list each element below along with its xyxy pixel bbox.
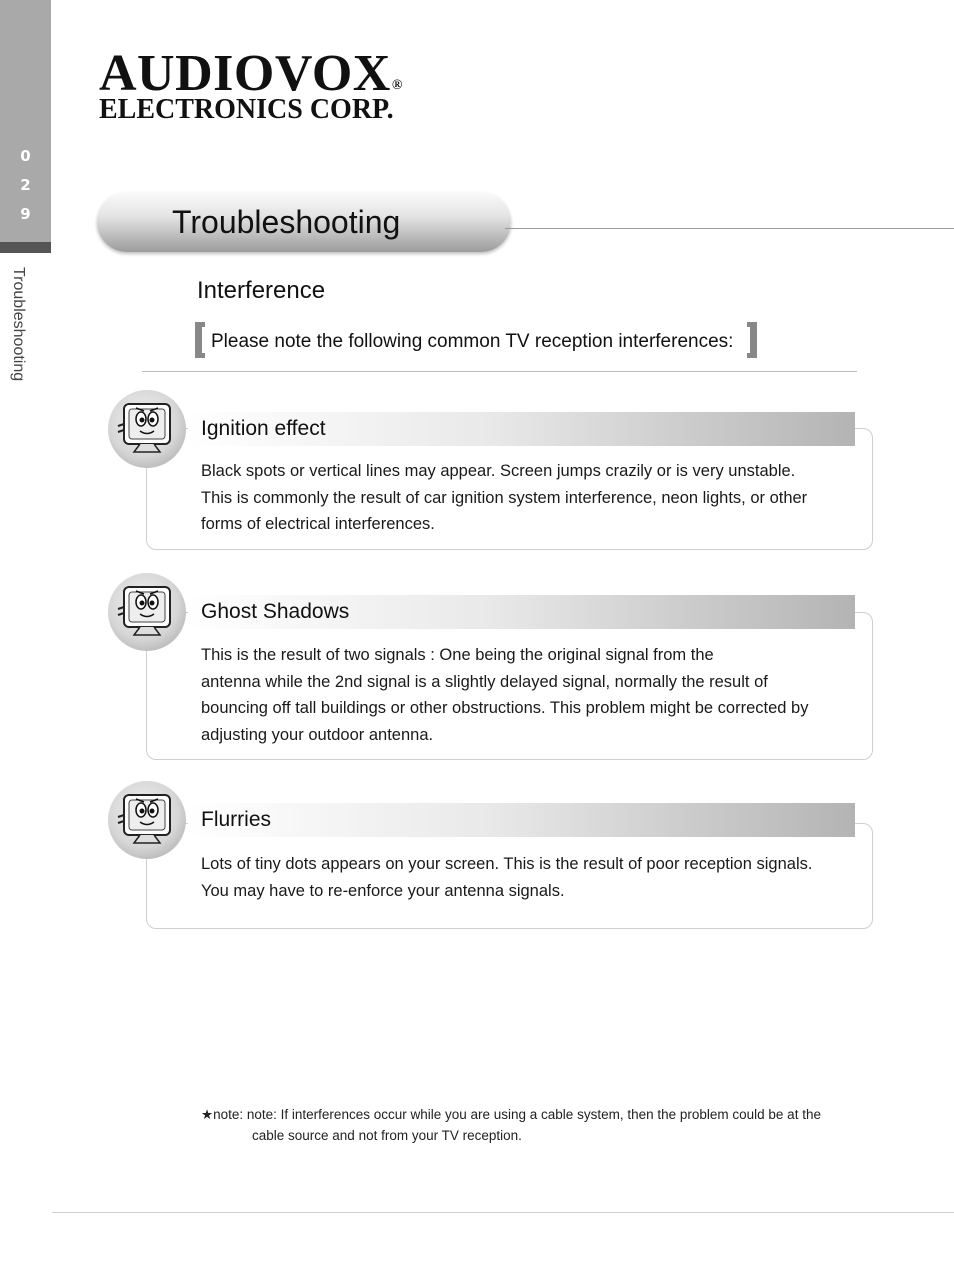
page-digit: 9 [20, 205, 31, 223]
tv-mascot-drawing [108, 390, 186, 468]
item-description [201, 458, 861, 538]
star-icon: ★ [201, 1107, 214, 1122]
description-line: antenna while the 2nd signal is a slightly delayed signal, normally the result of [201, 672, 768, 691]
logo-subtitle: ELECTRONICS CORP. [99, 94, 394, 125]
item-title: Flurries [201, 808, 272, 831]
description-line: This is the result of two signals : One being the original signal from the [201, 646, 714, 664]
item-title-bar [188, 412, 855, 446]
footer-rule [52, 1212, 954, 1213]
description-line: Lots of tiny dots appears on your screen. This is the result of poor reception signals. [201, 855, 813, 873]
logo-wordmark [99, 45, 403, 102]
registered-mark: ® [391, 78, 403, 93]
item-description [201, 642, 861, 748]
tv-mascot-icon [108, 781, 186, 859]
tv-mascot-drawing [108, 781, 186, 859]
description-line: adjusting your outdoor antenna. [201, 725, 434, 744]
item-title: Ghost Shadows [201, 600, 350, 623]
brand-logo [99, 45, 403, 125]
divider [142, 371, 857, 372]
item-title-bar [188, 595, 855, 629]
page-digit: 0 [20, 147, 31, 165]
description-line: Black spots or vertical lines may appear. Screen jumps crazily or is very unstable. [201, 462, 796, 480]
subsection-heading: Interference [197, 277, 326, 304]
logo-name: AUDIOVOX [99, 45, 391, 102]
page-number [0, 142, 51, 229]
description-line: bouncing off tall buildings or other obstructions. This problem might be corrected by [201, 699, 809, 717]
title-rule [505, 228, 954, 229]
section-title: Troubleshooting [172, 204, 401, 240]
left-bracket-icon [195, 322, 212, 358]
item-title-bar [188, 803, 855, 837]
footnote-line [201, 1104, 821, 1125]
right-bracket-icon [740, 322, 757, 358]
description-line: You may have to re-enforce your antenna signals. [201, 881, 565, 900]
intro-note: Please note the following common TV reception interferences: [211, 331, 734, 352]
footnote-text: note: note: If interferences occur while you are using a cable system, then the problem could be at the [213, 1107, 821, 1122]
footnote-line: cable source and not from your TV reception. [252, 1128, 522, 1143]
description-line: This is commonly the result of car ignition system interference, neon lights, or other [201, 488, 808, 507]
side-tab-marker [0, 242, 51, 253]
footnote [201, 1104, 821, 1146]
section-title-banner [97, 192, 511, 252]
tv-mascot-icon [108, 573, 186, 651]
page-number-tab [0, 0, 51, 242]
page-digit: 2 [20, 176, 31, 194]
item-description [201, 851, 861, 904]
item-title: Ignition effect [201, 417, 326, 440]
description-line: forms of electrical interferences. [201, 515, 435, 533]
side-section-label: Troubleshooting [10, 267, 27, 382]
tv-mascot-drawing [108, 573, 186, 651]
tv-mascot-icon [108, 390, 186, 468]
